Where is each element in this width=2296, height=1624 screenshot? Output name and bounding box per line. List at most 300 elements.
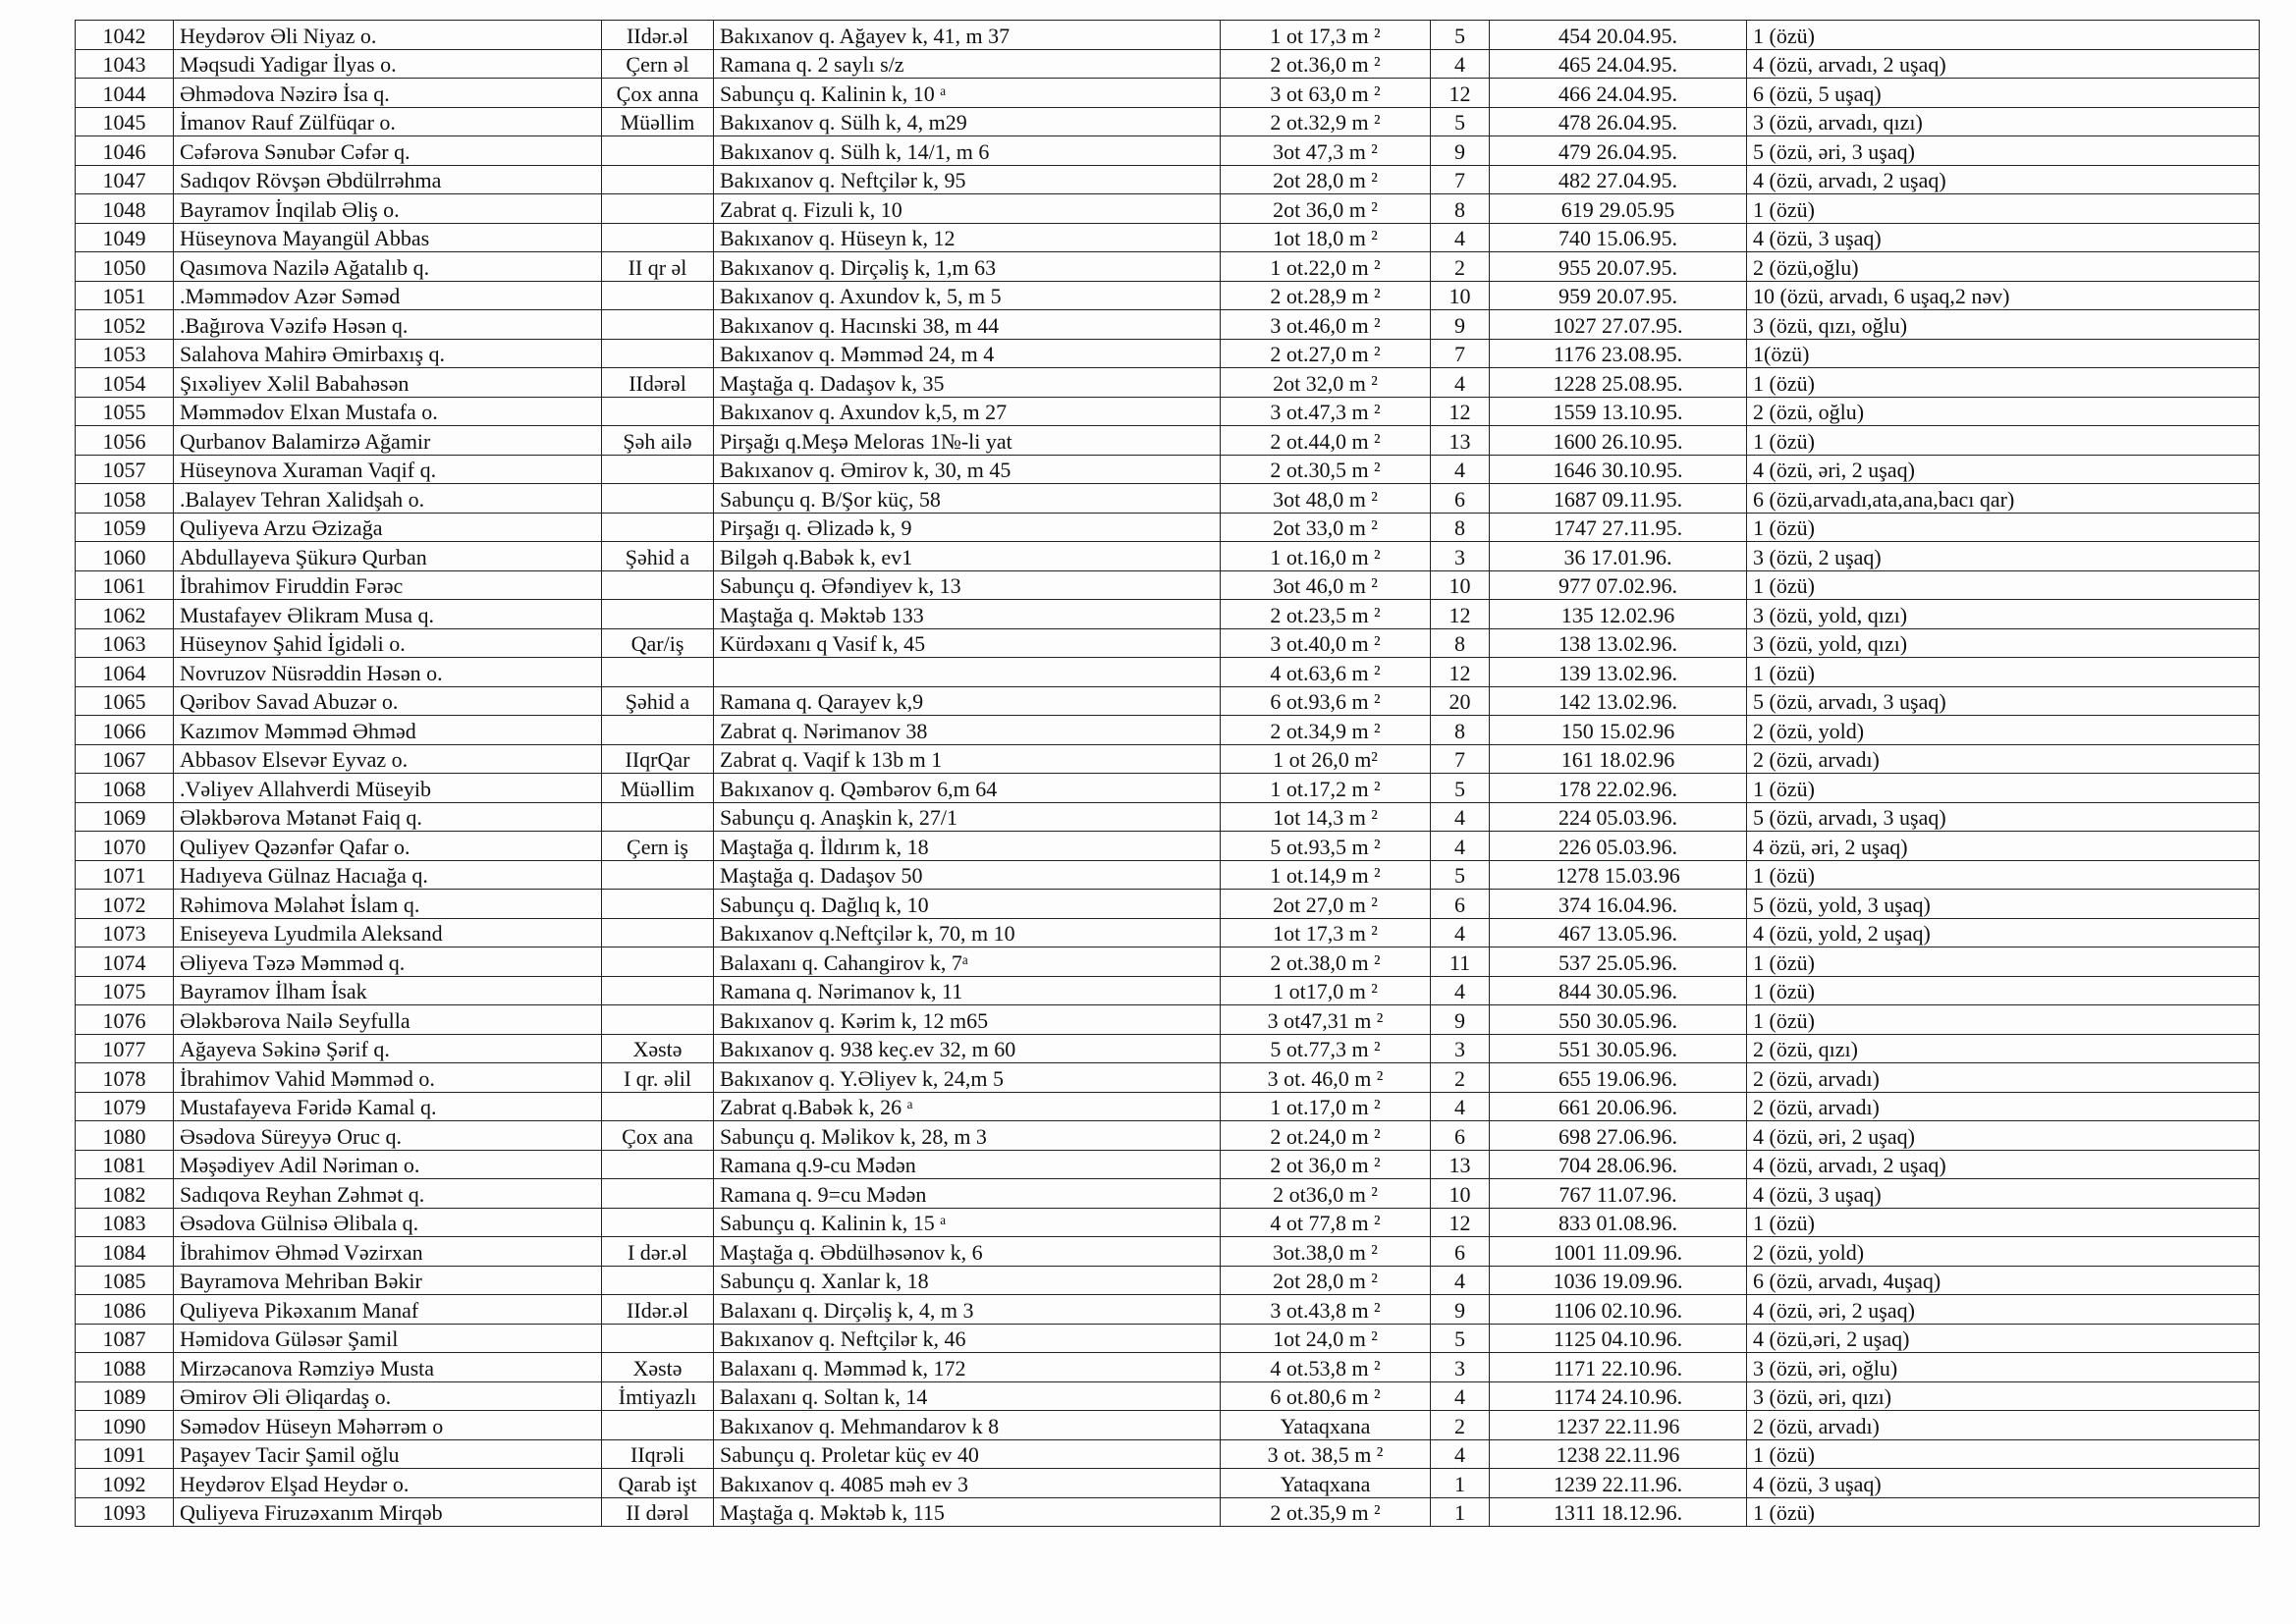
address-cell: Ramana q. Qarayev k,9 xyxy=(714,686,1221,716)
person-name-cell: .Məmmədov Azər Səməd xyxy=(174,281,602,310)
person-name-cell: Qasımova Nazilə Ağatalıb q. xyxy=(174,252,602,282)
family-members-cell: 4 (özü, 3 uşaq) xyxy=(1747,1179,2260,1209)
address-cell: Bakıxanov q. Neftçilər k, 95 xyxy=(714,165,1221,194)
table-row xyxy=(76,1381,2260,1411)
family-members-cell: 4 (özü,əri, 2 uşaq) xyxy=(1747,1324,2260,1353)
family-members-cell: 4 (özü, 3 uşaq) xyxy=(1747,1469,2260,1498)
status-category-cell: IIdərəl xyxy=(602,368,714,398)
row-number-cell: 1079 xyxy=(76,1092,174,1121)
status-category-cell: IIdər.əl xyxy=(602,21,714,50)
status-category-cell xyxy=(602,1150,714,1179)
status-category-cell xyxy=(602,484,714,514)
living-area-cell: 3 ot. 46,0 m ² xyxy=(1221,1063,1431,1093)
family-members-cell: 1 (özü) xyxy=(1747,368,2260,398)
registration-number-date-cell: 1237 22.11.96 xyxy=(1490,1411,1747,1440)
family-members-cell: 2 (özü, qızı) xyxy=(1747,1034,2260,1063)
registration-number-date-cell: 482 27.04.95. xyxy=(1490,165,1747,194)
table-row xyxy=(76,570,2260,600)
row-number-cell: 1085 xyxy=(76,1266,174,1295)
living-area-cell: 3 ot.47,3 m ² xyxy=(1221,397,1431,426)
person-name-cell: Səmədov Hüseyn Məhərrəm o xyxy=(174,1411,602,1440)
person-name-cell: Sadıqova Reyhan Zəhmət q. xyxy=(174,1179,602,1209)
row-number-cell: 1052 xyxy=(76,310,174,340)
address-cell: Maştağa q. Dadaşov 50 xyxy=(714,860,1221,890)
living-area-cell: 4 ot.63,6 m ² xyxy=(1221,658,1431,687)
status-category-cell: Çox ana xyxy=(602,1121,714,1151)
family-members-cell: 6 (özü,arvadı,ata,ana,bacı qar) xyxy=(1747,484,2260,514)
living-area-cell: 1ot 18,0 m ² xyxy=(1221,223,1431,252)
living-area-cell: 2 ot.24,0 m ² xyxy=(1221,1121,1431,1151)
family-size-cell: 2 xyxy=(1431,1063,1490,1093)
table-row xyxy=(76,1150,2260,1179)
row-number-cell: 1043 xyxy=(76,49,174,79)
family-size-cell: 10 xyxy=(1431,281,1490,310)
address-cell: Sabunçu q. Əfəndiyev k, 13 xyxy=(714,570,1221,600)
registration-number-date-cell: 479 26.04.95. xyxy=(1490,136,1747,166)
living-area-cell: 1 ot.16,0 m ² xyxy=(1221,542,1431,571)
status-category-cell: I qr. əlil xyxy=(602,1063,714,1093)
family-size-cell: 4 xyxy=(1431,455,1490,484)
person-name-cell: Əhmədova Nəzirə İsa q. xyxy=(174,79,602,108)
status-category-cell xyxy=(602,1266,714,1295)
living-area-cell: 2 ot.36,0 m ² xyxy=(1221,49,1431,79)
status-category-cell: Müəllim xyxy=(602,774,714,803)
table-row xyxy=(76,628,2260,658)
living-area-cell: 4 ot 77,8 m ² xyxy=(1221,1208,1431,1237)
table-row xyxy=(76,1266,2260,1295)
family-size-cell: 6 xyxy=(1431,1237,1490,1267)
row-number-cell: 1068 xyxy=(76,774,174,803)
registration-number-date-cell: 150 15.02.96 xyxy=(1490,716,1747,745)
person-name-cell: Əmirov Əli Əliqardaş o. xyxy=(174,1381,602,1411)
row-number-cell: 1091 xyxy=(76,1439,174,1469)
registration-number-date-cell: 454 20.04.95. xyxy=(1490,21,1747,50)
registration-number-date-cell: 1600 26.10.95. xyxy=(1490,426,1747,456)
row-number-cell: 1071 xyxy=(76,860,174,890)
address-cell: Balaxanı q. Cahangirov k, 7ᵃ xyxy=(714,947,1221,977)
person-name-cell: Ələkbərova Mətanət Faiq q. xyxy=(174,802,602,832)
address-cell: Bakıxanov q. Əmirov k, 30, m 45 xyxy=(714,455,1221,484)
person-name-cell: Məşədiyev Adil Nəriman o. xyxy=(174,1150,602,1179)
table-row xyxy=(76,79,2260,108)
registration-number-date-cell: 1106 02.10.96. xyxy=(1490,1295,1747,1325)
status-category-cell: Şəhid a xyxy=(602,542,714,571)
family-members-cell: 4 (özü, arvadı, 2 uşaq) xyxy=(1747,1150,2260,1179)
registration-number-date-cell: 955 20.07.95. xyxy=(1490,252,1747,282)
living-area-cell: 2ot 36,0 m ² xyxy=(1221,194,1431,224)
registration-number-date-cell: 1559 13.10.95. xyxy=(1490,397,1747,426)
person-name-cell: Əsədova Süreyyə Oruc q. xyxy=(174,1121,602,1151)
registration-number-date-cell: 661 20.06.96. xyxy=(1490,1092,1747,1121)
family-size-cell: 12 xyxy=(1431,600,1490,629)
family-size-cell: 10 xyxy=(1431,1179,1490,1209)
living-area-cell: 2ot 27,0 m ² xyxy=(1221,890,1431,919)
family-members-cell: 1 (özü) xyxy=(1747,1208,2260,1237)
family-size-cell: 20 xyxy=(1431,686,1490,716)
table-row xyxy=(76,686,2260,716)
registration-number-date-cell: 551 30.05.96. xyxy=(1490,1034,1747,1063)
status-category-cell: Çox anna xyxy=(602,79,714,108)
family-members-cell: 10 (özü, arvadı, 6 uşaq,2 nəv) xyxy=(1747,281,2260,310)
row-number-cell: 1050 xyxy=(76,252,174,282)
living-area-cell: 1 ot.22,0 m ² xyxy=(1221,252,1431,282)
family-members-cell: 3 (özü, əri, qızı) xyxy=(1747,1381,2260,1411)
status-category-cell: Çern əl xyxy=(602,49,714,79)
family-members-cell: 6 (özü, arvadı, 4uşaq) xyxy=(1747,1266,2260,1295)
address-cell: Maştağa q. Məktəb 133 xyxy=(714,600,1221,629)
living-area-cell: 2ot 32,0 m ² xyxy=(1221,368,1431,398)
address-cell: Bakıxanov q. 938 keç.ev 32, m 60 xyxy=(714,1034,1221,1063)
registration-number-date-cell: 655 19.06.96. xyxy=(1490,1063,1747,1093)
table-row xyxy=(76,1295,2260,1325)
registration-number-date-cell: 704 28.06.96. xyxy=(1490,1150,1747,1179)
living-area-cell: 2ot 28,0 m ² xyxy=(1221,1266,1431,1295)
living-area-cell: 2 ot.44,0 m ² xyxy=(1221,426,1431,456)
address-cell: Zabrat q. Nərimanov 38 xyxy=(714,716,1221,745)
status-category-cell xyxy=(602,1005,714,1035)
address-cell: Pirşağı q.Meşə Meloras 1№-li yat xyxy=(714,426,1221,456)
family-size-cell: 6 xyxy=(1431,1121,1490,1151)
table-row xyxy=(76,716,2260,745)
family-members-cell: 1 (özü) xyxy=(1747,570,2260,600)
row-number-cell: 1086 xyxy=(76,1295,174,1325)
row-number-cell: 1048 xyxy=(76,194,174,224)
table-row xyxy=(76,1208,2260,1237)
person-name-cell: Məmmədov Elxan Mustafa o. xyxy=(174,397,602,426)
status-category-cell xyxy=(602,1208,714,1237)
address-cell: Bakıxanov q. Ağayev k, 41, m 37 xyxy=(714,21,1221,50)
family-size-cell: 2 xyxy=(1431,1411,1490,1440)
registration-number-date-cell: 1311 18.12.96. xyxy=(1490,1497,1747,1527)
status-category-cell xyxy=(602,194,714,224)
status-category-cell xyxy=(602,165,714,194)
family-members-cell: 5 (özü, arvadı, 3 uşaq) xyxy=(1747,802,2260,832)
family-size-cell: 4 xyxy=(1431,976,1490,1005)
table-row xyxy=(76,194,2260,224)
row-number-cell: 1077 xyxy=(76,1034,174,1063)
family-size-cell: 7 xyxy=(1431,165,1490,194)
family-size-cell: 7 xyxy=(1431,744,1490,774)
row-number-cell: 1054 xyxy=(76,368,174,398)
registration-number-date-cell: 226 05.03.96. xyxy=(1490,832,1747,861)
person-name-cell: İbrahimov Əhməd Vəzirxan xyxy=(174,1237,602,1267)
person-name-cell: Hüseynova Mayangül Abbas xyxy=(174,223,602,252)
family-members-cell: 1 (özü) xyxy=(1747,21,2260,50)
family-size-cell: 5 xyxy=(1431,21,1490,50)
family-members-cell: 1 (özü) xyxy=(1747,1497,2260,1527)
family-size-cell: 9 xyxy=(1431,1005,1490,1035)
address-cell: Bakıxanov q. Sülh k, 4, m29 xyxy=(714,107,1221,136)
living-area-cell: 2 ot.23,5 m ² xyxy=(1221,600,1431,629)
status-category-cell: Şəh ailə xyxy=(602,426,714,456)
table-row xyxy=(76,281,2260,310)
table-row xyxy=(76,49,2260,79)
family-size-cell: 5 xyxy=(1431,107,1490,136)
living-area-cell: 2 ot.38,0 m ² xyxy=(1221,947,1431,977)
table-row xyxy=(76,1063,2260,1093)
status-category-cell xyxy=(602,339,714,368)
address-cell: Ramana q. Nərimanov k, 11 xyxy=(714,976,1221,1005)
table-row xyxy=(76,397,2260,426)
living-area-cell: 3ot 48,0 m ² xyxy=(1221,484,1431,514)
status-category-cell xyxy=(602,976,714,1005)
row-number-cell: 1069 xyxy=(76,802,174,832)
table-row xyxy=(76,165,2260,194)
family-size-cell: 5 xyxy=(1431,1324,1490,1353)
living-area-cell: 1 ot 17,3 m ² xyxy=(1221,21,1431,50)
family-members-cell: 5 (özü, yold, 3 uşaq) xyxy=(1747,890,2260,919)
person-name-cell: Cəfərova Sənubər Cəfər q. xyxy=(174,136,602,166)
family-members-cell: 4 (özü, əri, 2 uşaq) xyxy=(1747,1295,2260,1325)
address-cell: Sabunçu q. Kalinin k, 10 ᵃ xyxy=(714,79,1221,108)
table-body xyxy=(76,21,2260,1527)
person-name-cell: Şıxəliyev Xəlil Babahəsən xyxy=(174,368,602,398)
registration-number-date-cell: 1278 15.03.96 xyxy=(1490,860,1747,890)
address-cell: Bakıxanov q. Axundov k,5, m 27 xyxy=(714,397,1221,426)
table-row xyxy=(76,1469,2260,1498)
family-size-cell: 4 xyxy=(1431,802,1490,832)
family-size-cell: 5 xyxy=(1431,860,1490,890)
table-row xyxy=(76,802,2260,832)
table-row xyxy=(76,918,2260,947)
table-row xyxy=(76,860,2260,890)
family-size-cell: 6 xyxy=(1431,484,1490,514)
family-size-cell: 10 xyxy=(1431,570,1490,600)
family-members-cell: 2 (özü, arvadı) xyxy=(1747,744,2260,774)
row-number-cell: 1088 xyxy=(76,1353,174,1382)
address-cell: Maştağa q. Məktəb k, 115 xyxy=(714,1497,1221,1527)
status-category-cell xyxy=(602,1411,714,1440)
living-area-cell: Yataqxana xyxy=(1221,1469,1431,1498)
person-name-cell: Ələkbərova Nailə Seyfulla xyxy=(174,1005,602,1035)
row-number-cell: 1053 xyxy=(76,339,174,368)
person-name-cell: Qəribov Savad Abuzər o. xyxy=(174,686,602,716)
family-members-cell: 2 (özü, yold) xyxy=(1747,716,2260,745)
family-size-cell: 4 xyxy=(1431,223,1490,252)
table-row xyxy=(76,1092,2260,1121)
table-row xyxy=(76,252,2260,282)
living-area-cell: 3ot 46,0 m ² xyxy=(1221,570,1431,600)
family-size-cell: 11 xyxy=(1431,947,1490,977)
row-number-cell: 1042 xyxy=(76,21,174,50)
row-number-cell: 1063 xyxy=(76,628,174,658)
person-name-cell: Hüseynova Xuraman Vaqif q. xyxy=(174,455,602,484)
status-category-cell xyxy=(602,1324,714,1353)
address-cell: Zabrat q. Vaqif k 13b m 1 xyxy=(714,744,1221,774)
family-members-cell: 1(özü) xyxy=(1747,339,2260,368)
address-cell: Balaxanı q. Məmməd k, 172 xyxy=(714,1353,1221,1382)
family-size-cell: 12 xyxy=(1431,79,1490,108)
address-cell: Balaxanı q. Soltan k, 14 xyxy=(714,1381,1221,1411)
family-size-cell: 12 xyxy=(1431,397,1490,426)
person-name-cell: Əliyeva Təzə Məmməd q. xyxy=(174,947,602,977)
row-number-cell: 1083 xyxy=(76,1208,174,1237)
family-size-cell: 5 xyxy=(1431,774,1490,803)
status-category-cell xyxy=(602,455,714,484)
address-cell: Bakıxanov q. Axundov k, 5, m 5 xyxy=(714,281,1221,310)
living-area-cell: 2 ot 36,0 m ² xyxy=(1221,1150,1431,1179)
row-number-cell: 1081 xyxy=(76,1150,174,1179)
row-number-cell: 1064 xyxy=(76,658,174,687)
person-name-cell: Heydərov Elşad Heydər o. xyxy=(174,1469,602,1498)
registration-number-date-cell: 740 15.06.95. xyxy=(1490,223,1747,252)
registration-number-date-cell: 1238 22.11.96 xyxy=(1490,1439,1747,1469)
family-members-cell: 6 (özü, 5 uşaq) xyxy=(1747,79,2260,108)
table-row xyxy=(76,1237,2260,1267)
person-name-cell: Quliyeva Arzu Əzizağa xyxy=(174,513,602,542)
living-area-cell: 5 ot.77,3 m ² xyxy=(1221,1034,1431,1063)
living-area-cell: 3 ot.43,8 m ² xyxy=(1221,1295,1431,1325)
person-name-cell: .Bağırova Vəzifə Həsən q. xyxy=(174,310,602,340)
row-number-cell: 1078 xyxy=(76,1063,174,1093)
status-category-cell xyxy=(602,1179,714,1209)
family-size-cell: 3 xyxy=(1431,542,1490,571)
status-category-cell: Müəllim xyxy=(602,107,714,136)
row-number-cell: 1075 xyxy=(76,976,174,1005)
status-category-cell xyxy=(602,513,714,542)
status-category-cell: II dərəl xyxy=(602,1497,714,1527)
family-size-cell: 12 xyxy=(1431,658,1490,687)
row-number-cell: 1061 xyxy=(76,570,174,600)
table-row xyxy=(76,310,2260,340)
family-size-cell: 1 xyxy=(1431,1469,1490,1498)
living-area-cell: 2 ot.28,9 m ² xyxy=(1221,281,1431,310)
person-name-cell: İbrahimov Vahid Məmməd o. xyxy=(174,1063,602,1093)
address-cell xyxy=(714,658,1221,687)
table-row xyxy=(76,339,2260,368)
address-cell: Bakıxanov q.Neftçilər k, 70, m 10 xyxy=(714,918,1221,947)
row-number-cell: 1065 xyxy=(76,686,174,716)
status-category-cell: İmtiyazlı xyxy=(602,1381,714,1411)
registration-number-date-cell: 465 24.04.95. xyxy=(1490,49,1747,79)
address-cell: Sabunçu q. Xanlar k, 18 xyxy=(714,1266,1221,1295)
family-size-cell: 3 xyxy=(1431,1353,1490,1382)
registration-number-date-cell: 844 30.05.96. xyxy=(1490,976,1747,1005)
living-area-cell: 1 ot.14,9 m ² xyxy=(1221,860,1431,890)
family-size-cell: 8 xyxy=(1431,513,1490,542)
row-number-cell: 1046 xyxy=(76,136,174,166)
person-name-cell: Rəhimova Məlahət İslam q. xyxy=(174,890,602,919)
person-name-cell: Sadıqov Rövşən Əbdülrrəhma xyxy=(174,165,602,194)
registration-number-date-cell: 138 13.02.96. xyxy=(1490,628,1747,658)
address-cell: Sabunçu q. Dağlıq k, 10 xyxy=(714,890,1221,919)
family-members-cell: 2 (özü, arvadı) xyxy=(1747,1063,2260,1093)
row-number-cell: 1074 xyxy=(76,947,174,977)
address-cell: Ramana q. 2 saylı s/z xyxy=(714,49,1221,79)
address-cell: Bakıxanov q. Məmməd 24, m 4 xyxy=(714,339,1221,368)
living-area-cell: 1ot 14,3 m ² xyxy=(1221,802,1431,832)
status-category-cell xyxy=(602,947,714,977)
registration-number-date-cell: 698 27.06.96. xyxy=(1490,1121,1747,1151)
table-row xyxy=(76,600,2260,629)
living-area-cell: 1 ot 26,0 m² xyxy=(1221,744,1431,774)
row-number-cell: 1058 xyxy=(76,484,174,514)
address-cell: Bakıxanov q. Neftçilər k, 46 xyxy=(714,1324,1221,1353)
address-cell: Bakıxanov q. Mehmandarov k 8 xyxy=(714,1411,1221,1440)
person-name-cell: Mustafayeva Fəridə Kamal q. xyxy=(174,1092,602,1121)
family-members-cell: 5 (özü, arvadı, 3 uşaq) xyxy=(1747,686,2260,716)
status-category-cell xyxy=(602,716,714,745)
person-name-cell: Kazımov Məmməd Əhməd xyxy=(174,716,602,745)
status-category-cell xyxy=(602,570,714,600)
status-category-cell: IIqrQar xyxy=(602,744,714,774)
registration-number-date-cell: 466 24.04.95. xyxy=(1490,79,1747,108)
table-row xyxy=(76,513,2260,542)
row-number-cell: 1060 xyxy=(76,542,174,571)
registration-number-date-cell: 478 26.04.95. xyxy=(1490,107,1747,136)
address-cell: Maştağa q. İldırım k, 18 xyxy=(714,832,1221,861)
family-size-cell: 4 xyxy=(1431,1381,1490,1411)
address-cell: Sabunçu q. Kalinin k, 15 ᵃ xyxy=(714,1208,1221,1237)
registration-number-date-cell: 139 13.02.96. xyxy=(1490,658,1747,687)
table-row xyxy=(76,1497,2260,1527)
table-row xyxy=(76,1005,2260,1035)
family-members-cell: 2 (özü,oğlu) xyxy=(1747,252,2260,282)
family-members-cell: 3 (özü, 2 uşaq) xyxy=(1747,542,2260,571)
living-area-cell: 1 ot17,0 m ² xyxy=(1221,976,1431,1005)
person-name-cell: Abdullayeva Şükurə Qurban xyxy=(174,542,602,571)
status-category-cell: IIqrəli xyxy=(602,1439,714,1469)
registration-number-date-cell: 767 11.07.96. xyxy=(1490,1179,1747,1209)
person-name-cell: Quliyeva Pikəxanım Manaf xyxy=(174,1295,602,1325)
status-category-cell xyxy=(602,890,714,919)
person-name-cell: Novruzov Nüsrəddin Həsən o. xyxy=(174,658,602,687)
family-members-cell: 3 (özü, yold, qızı) xyxy=(1747,628,2260,658)
registration-number-date-cell: 135 12.02.96 xyxy=(1490,600,1747,629)
registration-number-date-cell: 1646 30.10.95. xyxy=(1490,455,1747,484)
address-cell: Bakıxanov q. Hüseyn k, 12 xyxy=(714,223,1221,252)
address-cell: Ramana q. 9=cu Mədən xyxy=(714,1179,1221,1209)
living-area-cell: 4 ot.53,8 m ² xyxy=(1221,1353,1431,1382)
row-number-cell: 1072 xyxy=(76,890,174,919)
status-category-cell: Şəhid a xyxy=(602,686,714,716)
row-number-cell: 1084 xyxy=(76,1237,174,1267)
table-row xyxy=(76,1411,2260,1440)
family-members-cell: 4 (özü, əri, 2 uşaq) xyxy=(1747,1121,2260,1151)
family-members-cell: 1 (özü) xyxy=(1747,658,2260,687)
table-row xyxy=(76,1439,2260,1469)
address-cell: Sabunçu q. Proletar küç ev 40 xyxy=(714,1439,1221,1469)
address-cell: Kürdəxanı q Vasif k, 45 xyxy=(714,628,1221,658)
family-members-cell: 4 (özü, arvadı, 2 uşaq) xyxy=(1747,165,2260,194)
family-size-cell: 13 xyxy=(1431,1150,1490,1179)
registration-number-date-cell: 1239 22.11.96. xyxy=(1490,1469,1747,1498)
family-members-cell: 2 (özü, oğlu) xyxy=(1747,397,2260,426)
row-number-cell: 1073 xyxy=(76,918,174,947)
person-name-cell: Mirzəcanova Rəmziyə Musta xyxy=(174,1353,602,1382)
status-category-cell xyxy=(602,281,714,310)
family-size-cell: 6 xyxy=(1431,890,1490,919)
registration-number-date-cell: 1176 23.08.95. xyxy=(1490,339,1747,368)
family-members-cell: 1 (özü) xyxy=(1747,1005,2260,1035)
status-category-cell xyxy=(602,310,714,340)
status-category-cell xyxy=(602,918,714,947)
family-size-cell: 13 xyxy=(1431,426,1490,456)
status-category-cell: IIdər.əl xyxy=(602,1295,714,1325)
person-name-cell: Bayramova Mehriban Bəkir xyxy=(174,1266,602,1295)
person-name-cell: .Balayev Tehran Xalidşah o. xyxy=(174,484,602,514)
address-cell: Bakıxanov q. 4085 məh ev 3 xyxy=(714,1469,1221,1498)
family-members-cell: 4 (özü, yold, 2 uşaq) xyxy=(1747,918,2260,947)
family-size-cell: 9 xyxy=(1431,136,1490,166)
table-row xyxy=(76,774,2260,803)
family-members-cell: 3 (özü, əri, oğlu) xyxy=(1747,1353,2260,1382)
person-name-cell: Mustafayev Əlikram Musa q. xyxy=(174,600,602,629)
person-name-cell: Həmidova Güləsər Şamil xyxy=(174,1324,602,1353)
family-size-cell: 8 xyxy=(1431,716,1490,745)
registration-number-date-cell: 374 16.04.96. xyxy=(1490,890,1747,919)
living-area-cell: 5 ot.93,5 m ² xyxy=(1221,832,1431,861)
